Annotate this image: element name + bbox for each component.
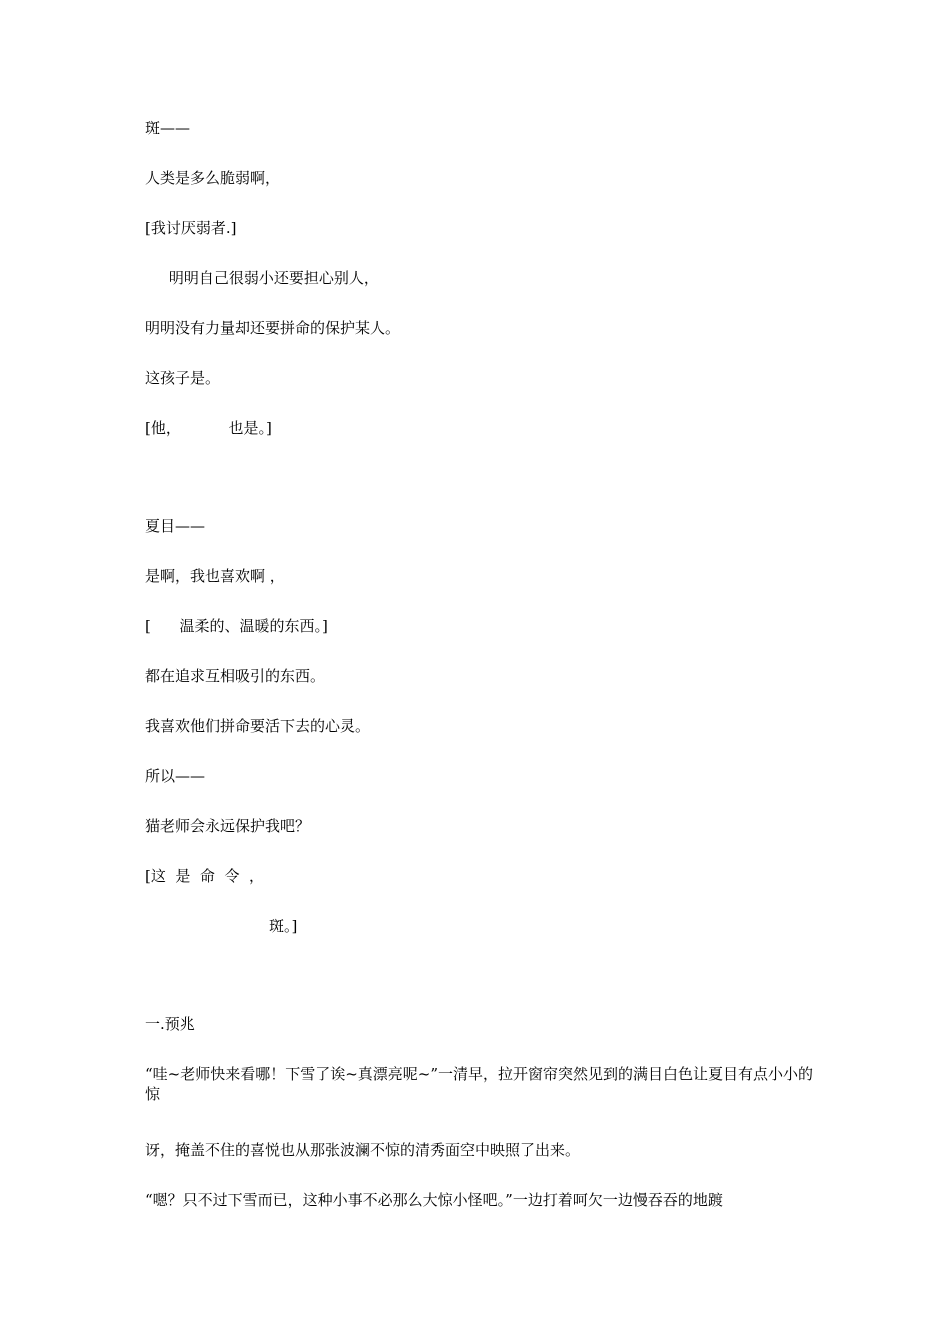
text-line: [我讨厌弱者.] bbox=[145, 219, 237, 237]
text-line: 明明自己很弱小还要担心别人， bbox=[145, 269, 379, 287]
paragraph-line: 讶，掩盖不住的喜悦也从那张波澜不惊的清秀面空中映照了出来。 bbox=[145, 1141, 581, 1159]
text-line: 夏目—— bbox=[145, 517, 206, 535]
text-line: 我喜欢他们拼命要活下去的心灵。 bbox=[145, 717, 371, 735]
text-line: 猫老师会永远保护我吧？ bbox=[145, 817, 311, 835]
paragraph-line: “哇~老师快来看哪！下雪了诶~真漂亮呢~”一清早，拉开窗帘突然见到的满目白色让夏目有点小小的惊 bbox=[145, 1065, 814, 1103]
text-line: 是啊，我也喜欢啊 ， bbox=[145, 567, 285, 585]
text-line: 斑—— bbox=[145, 119, 191, 137]
text-line: 明明没有力量却还要拼命的保护某人。 bbox=[145, 319, 401, 337]
text-line: 所以—— bbox=[145, 767, 206, 785]
paragraph-line: “嗯？只不过下雪而已，这种小事不必那么大惊小怪吧。”一边打着呵欠一边慢吞吞的地踱 bbox=[145, 1191, 723, 1209]
text-line: 人类是多么脆弱啊， bbox=[145, 169, 281, 187]
text-line: 这孩子是。 bbox=[145, 369, 221, 387]
section-heading: 一.预兆 bbox=[145, 1015, 195, 1033]
text-line: 斑。] bbox=[145, 917, 298, 935]
text-line: 都在追求互相吸引的东西。 bbox=[145, 667, 326, 685]
text-line: [这 是 命 令 ， bbox=[145, 867, 264, 885]
text-line: [他， 也是。] bbox=[145, 419, 272, 437]
text-line: [ 温柔的、温暖的东西。] bbox=[145, 617, 328, 635]
